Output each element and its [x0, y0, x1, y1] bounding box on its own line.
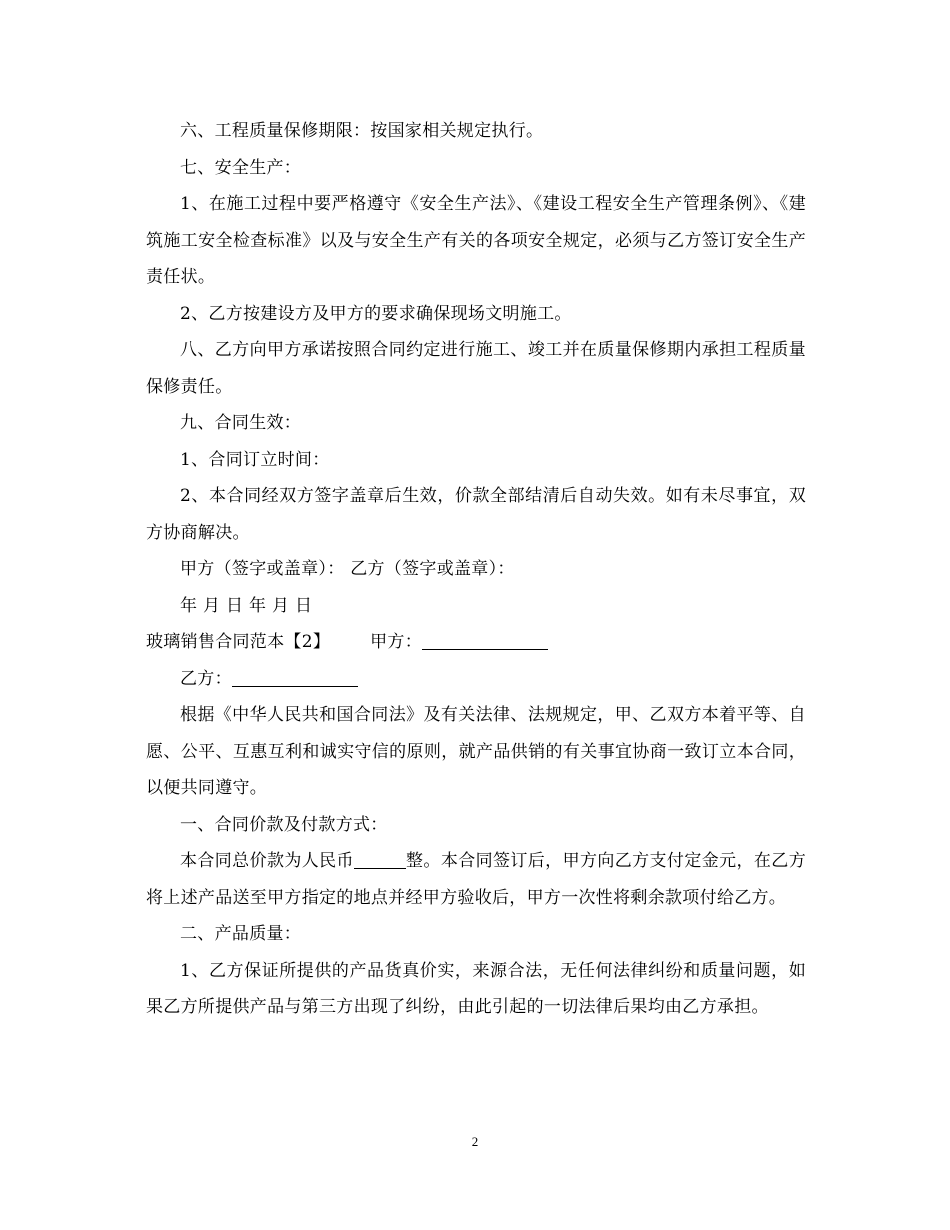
- date-line: 年 月 日 年 月 日: [180, 595, 313, 616]
- party-b-label: 乙方：: [180, 668, 232, 689]
- paragraph-contract-date: 1、合同订立时间：: [180, 449, 330, 470]
- price-blank[interactable]: [354, 848, 406, 869]
- contract2-title: 玻璃销售合同范本【2】: [146, 632, 331, 652]
- party-a-blank[interactable]: [422, 629, 548, 650]
- paragraph-effect-terms: 2、本合同经双方签字盖章后生效，价款全部结清后自动失效。如有未尽事宜，双方协商解决。: [146, 486, 806, 543]
- paragraph-safety-rules: 1、在施工过程中要严格遵守《安全生产法》、《建设工程安全生产管理条例》、《建筑施工安全检查标准》以及与安全生产有关的各项安全规定，必须与乙方签订安全生产责任状。: [146, 194, 806, 287]
- paragraph-intro: 根据《中华人民共和国合同法》及有关法律、法规规定，甲、乙双方本着平等、自愿、公平、互惠互利和诚实守信的原则，就产品供销的有关事宜协商一致订立本合同，以便共同遵守。: [146, 705, 806, 798]
- paragraph-warranty-period: 六、工程质量保修期限：按国家相关规定执行。: [180, 121, 544, 141]
- price-before: 本合同总价款为人民币: [180, 851, 354, 871]
- party-b-blank[interactable]: [232, 666, 358, 687]
- price-after: 整。本合同签订后，甲方向乙方支付定金元，在乙方将上述产品送至甲方指定的地点并经甲方验收后，甲方一次性将剩余款项付给乙方。: [146, 851, 806, 908]
- party-b-line: [146, 661, 806, 698]
- paragraph-price: [146, 843, 806, 916]
- page-number: 2: [471, 1134, 479, 1149]
- contract2-title-line: [146, 624, 806, 661]
- paragraph-civilized-construction: 2、乙方按建设方及甲方的要求确保现场文明施工。: [180, 303, 572, 324]
- paragraph-commitment: 八、乙方向甲方承诺按照合同约定进行施工、竣工并在质量保修期内承担工程质量保修责任。: [146, 340, 806, 397]
- heading-product-quality: 二、产品质量：: [180, 924, 302, 944]
- document-body: [146, 113, 806, 1026]
- heading-safety-production: 七、安全生产：: [180, 157, 302, 178]
- heading-price-payment: 一、合同价款及付款方式：: [180, 814, 388, 835]
- paragraph-quality-guarantee: 1、乙方保证所提供的产品货真价实，来源合法，无任何法律纠纷和质量问题，如果乙方所提供产品与第三方出现了纠纷，由此引起的一切法律后果均由乙方承担。: [146, 960, 806, 1017]
- heading-contract-effect: 九、合同生效：: [180, 413, 302, 433]
- signature-line: 甲方（签字或盖章）： 乙方（签字或盖章）：: [180, 559, 515, 579]
- party-a-label: 甲方：: [370, 632, 423, 652]
